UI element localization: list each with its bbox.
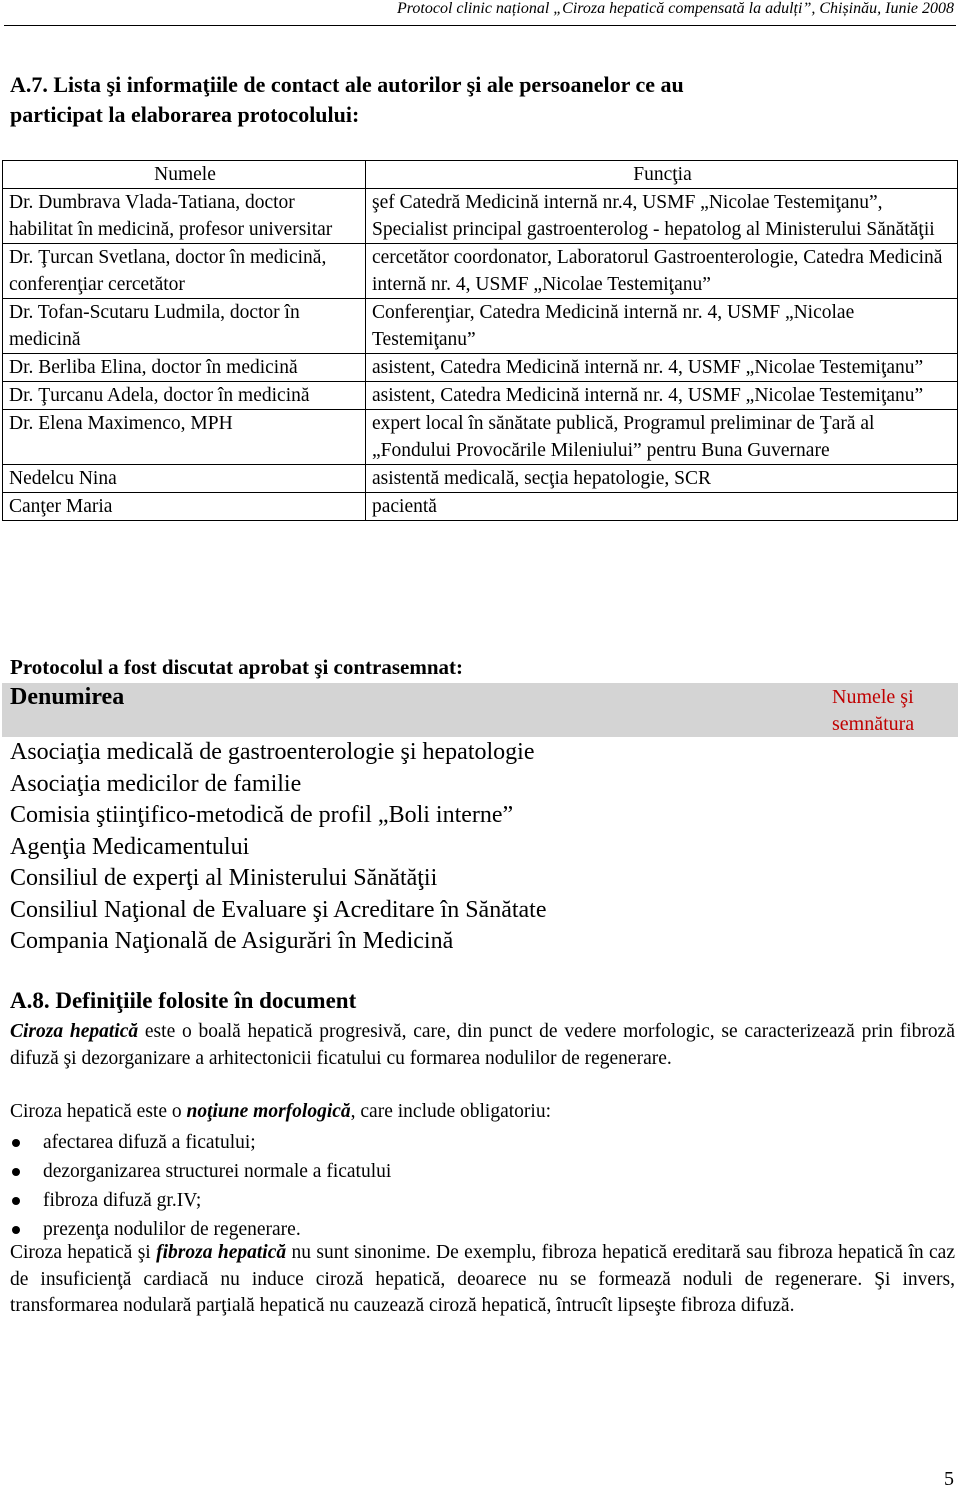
term-notiune-morfologica: noţiune morfologică <box>186 1101 351 1122</box>
definition-paragraph-1 <box>10 1019 955 1072</box>
author-role: cercetător coordonator, Laboratorul Gastroenterologie, Catedra Medicină internă nr. 4, USMF „Nicolae Testemiţanu” <box>366 244 958 299</box>
authors-table-header <box>3 161 958 189</box>
author-name: Nedelcu Nina <box>3 465 366 493</box>
term-fibroza-hepatica: fibroza hepatică <box>156 1242 287 1263</box>
bullet-text: dezorganizarea structurei normale a ficatului <box>43 1161 392 1182</box>
author-role: Conferenţiar, Catedra Medicină internă nr. 4, USMF „Nicolae Testemiţanu” <box>366 299 958 354</box>
column-header-role: Funcţia <box>366 161 958 189</box>
author-role: asistent, Catedra Medicină internă nr. 4, USMF „Nicolae Testemiţanu” <box>366 354 958 382</box>
paragraph-text: este o boală hepatică progresivă, care, din punct de vedere morfologic, se caracterizează prin fibroză difuză şi dezorganizare a arhitectonicii ficatului cu formarea nodulilor de regenerare. <box>10 1021 955 1069</box>
definition-paragraph-2 <box>10 1099 955 1126</box>
table-row <box>3 465 958 493</box>
table-row <box>3 354 958 382</box>
author-name: Dr. Tofan-Scutaru Ludmila, doctor în medicină <box>3 299 366 354</box>
definition-paragraph-3 <box>10 1240 955 1320</box>
table-row <box>3 493 958 521</box>
paragraph-text: nu sunt sinonime. De exemplu, fibroza hepatică ereditară sau fibroza hepatică în caz de insuficienţă cardiacă nu induce ciroză hepatică, deoarece nu se formează noduli de regenerare. Şi invers, transformarea nodulară parţială hepatică nu cauzează ciroză hepatică, întrucît lipseşte fibroza difuză. <box>10 1242 955 1316</box>
table-row <box>3 244 958 299</box>
section-a7-title-line1: A.7. Lista şi informaţiile de contact ale autorilor şi ale persoanelor ce au <box>10 72 684 97</box>
list-item: Agenţia Medicamentului <box>10 833 250 860</box>
list-item: Comisia ştiinţifico-metodică de profil „Boli interne” <box>10 802 514 828</box>
section-a7-title <box>10 70 910 130</box>
approval-title: Protocolul a fost discutat aprobat şi contrasemnat: <box>10 655 464 679</box>
table-row <box>3 189 958 244</box>
bullet-icon <box>12 1139 20 1147</box>
author-name: Dr. Ţurcan Svetlana, doctor în medicină, conferenţiar cercetător <box>3 244 366 299</box>
paragraph-text: , care include obligatoriu: <box>350 1101 551 1122</box>
bullet-icon <box>12 1226 20 1234</box>
author-name: Canţer Maria <box>3 493 366 521</box>
paragraph-text: Ciroza hepatică este o <box>10 1101 187 1122</box>
author-role: pacientă <box>366 493 958 521</box>
author-name: Dr. Elena Maximenco, MPH <box>3 410 366 465</box>
bullet-icon <box>12 1168 20 1176</box>
list-item <box>10 1128 391 1157</box>
bullet-text: afectarea difuză a ficatului; <box>43 1132 256 1153</box>
bullet-icon <box>12 1197 20 1205</box>
list-item: Consiliul Naţional de Evaluare şi Acreditare în Sănătate <box>10 896 547 923</box>
running-header: Protocol clinic național „Ciroza hepatică compensată la adulți”, Chișinău, Iunie 2008 <box>396 0 954 17</box>
criteria-list <box>10 1128 391 1244</box>
list-item: Compania Naţională de Asigurări în Medicină <box>10 928 454 954</box>
section-a7-title-line2: participat la elaborarea protocolului: <box>10 102 360 127</box>
bullet-text: prezenţa nodulilor de regenerare. <box>43 1219 301 1240</box>
author-name: Dr. Ţurcanu Adela, doctor în medicină <box>3 382 366 410</box>
list-item <box>10 1186 391 1215</box>
list-item: Asociaţia medicilor de familie <box>10 770 302 797</box>
list-item: Consiliul de experţi al Ministerului Sănătăţii <box>10 865 438 891</box>
term-ciroza-hepatica: Ciroza hepatică <box>10 1021 139 1042</box>
paragraph-text: Ciroza hepatică şi <box>10 1242 157 1263</box>
approval-header-band <box>2 683 958 737</box>
author-role: asistent, Catedra Medicină internă nr. 4, USMF „Nicolae Testemiţanu” <box>366 382 958 410</box>
author-name: Dr. Berliba Elina, doctor în medicină <box>3 354 366 382</box>
author-name: Dr. Dumbrava Vlada-Tatiana, doctor habilitat în medicină, profesor universitar <box>3 189 366 244</box>
denumirea-label: Denumirea <box>10 684 125 710</box>
list-item: Asociaţia medicală de gastroenterologie şi hepatologie <box>10 739 535 765</box>
page-number: 5 <box>944 1468 954 1490</box>
table-row <box>3 382 958 410</box>
list-item <box>10 1157 391 1186</box>
column-header-name: Numele <box>3 161 366 189</box>
author-role: asistentă medicală, secţia hepatologie, SCR <box>366 465 958 493</box>
bullet-text: fibroza difuză gr.IV; <box>43 1190 202 1211</box>
author-role: expert local în sănătate publică, Programul preliminar de Ţară al „Fondului Provocările Mileniului” pentru Buna Guvernare <box>366 410 958 465</box>
section-a8-title: A.8. Definiţiile folosite în document <box>10 988 357 1013</box>
organizations-list <box>10 737 547 958</box>
table-row <box>3 299 958 354</box>
authors-table <box>2 160 958 521</box>
header-rule <box>4 25 956 26</box>
signature-label: Numele şi semnătura <box>832 686 915 735</box>
table-row <box>3 410 958 465</box>
author-role: şef Catedră Medicină internă nr.4, USMF „Nicolae Testemiţanu”, Specialist principal gastroenterolog - hepatolog al Ministerului Sănătăţii <box>366 189 958 244</box>
